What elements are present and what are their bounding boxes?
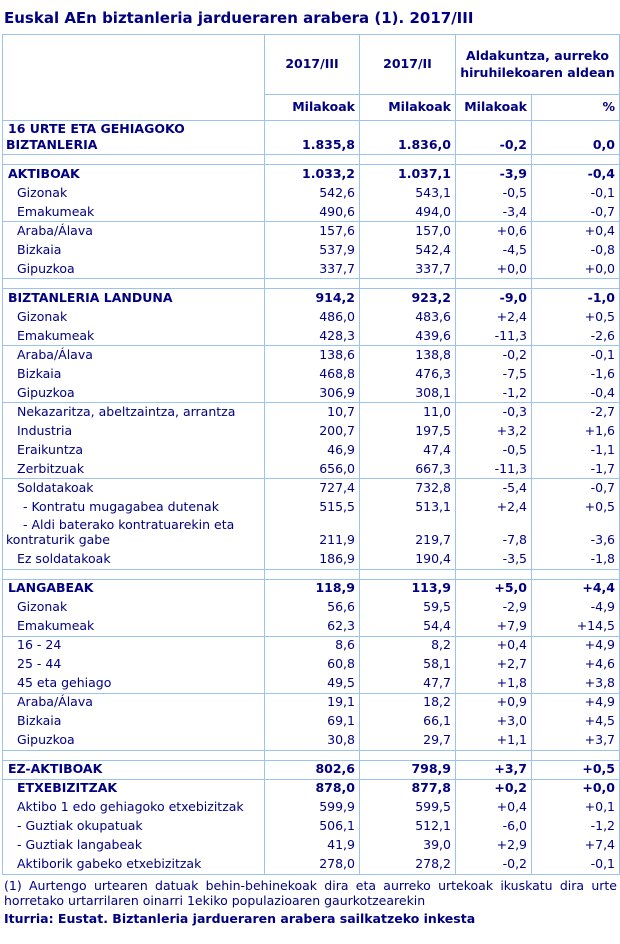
table-row xyxy=(3,693,620,712)
table-row xyxy=(3,760,620,779)
cell-value: +0,1 xyxy=(532,798,620,817)
spacer-row xyxy=(3,279,620,289)
row-label xyxy=(3,569,265,579)
cell-value: -0,2 xyxy=(456,346,532,365)
cell-value: -0,1 xyxy=(532,346,620,365)
column-header-change: Aldakuntza, aurreko hiruhilekoaren aldean xyxy=(456,35,620,95)
row-label xyxy=(3,155,265,165)
cell-value: +0,0 xyxy=(532,779,620,798)
cell-value xyxy=(456,279,532,289)
cell-value: 537,9 xyxy=(265,241,360,260)
row-label: Emakumeak xyxy=(3,327,265,346)
cell-value: -0,4 xyxy=(532,165,620,184)
cell-value: 49,5 xyxy=(265,674,360,693)
cell-value: +4,4 xyxy=(532,579,620,598)
cell-value: 878,0 xyxy=(265,779,360,798)
table-row xyxy=(3,598,620,617)
cell-value: 337,7 xyxy=(265,260,360,279)
table-row xyxy=(3,241,620,260)
cell-value: +1,6 xyxy=(532,422,620,441)
cell-value: 494,0 xyxy=(360,203,456,222)
table-row xyxy=(3,855,620,874)
cell-value xyxy=(456,569,532,579)
cell-value: +0,4 xyxy=(456,798,532,817)
cell-value: +1,8 xyxy=(456,674,532,693)
cell-value: -3,5 xyxy=(456,550,532,569)
cell-value: 656,0 xyxy=(265,460,360,479)
row-label: Aktibo 1 edo gehiagoko etxebizitzak xyxy=(3,798,265,817)
table-row xyxy=(3,579,620,598)
cell-value: +4,9 xyxy=(532,636,620,655)
cell-value: -5,4 xyxy=(456,479,532,498)
table-row xyxy=(3,517,620,550)
row-label: Emakumeak xyxy=(3,617,265,636)
row-label: - Kontratu mugagabea dutenak xyxy=(3,498,265,517)
cell-value: 0,0 xyxy=(532,121,620,155)
cell-value: -2,7 xyxy=(532,403,620,422)
cell-value: 138,6 xyxy=(265,346,360,365)
row-label: Gizonak xyxy=(3,598,265,617)
cell-value: 337,7 xyxy=(360,260,456,279)
cell-value: -0,5 xyxy=(456,184,532,203)
spacer-row xyxy=(3,155,620,165)
cell-value: 542,4 xyxy=(360,241,456,260)
cell-value: 506,1 xyxy=(265,817,360,836)
cell-value: +1,1 xyxy=(456,731,532,750)
unit-header: Milakoak xyxy=(265,95,360,121)
cell-value: +0,6 xyxy=(456,222,532,241)
column-header-2017-3: 2017/III xyxy=(265,35,360,95)
cell-value: +2,4 xyxy=(456,308,532,327)
cell-value: -0,1 xyxy=(532,184,620,203)
table-row xyxy=(3,441,620,460)
cell-value: 8,6 xyxy=(265,636,360,655)
unit-header: % xyxy=(532,95,620,121)
row-label: 16 URTE ETA GEHIAGOKO BIZTANLERIA xyxy=(3,121,265,155)
row-label: - Guztiak langabeak xyxy=(3,836,265,855)
cell-value: 8,2 xyxy=(360,636,456,655)
cell-value: -0,8 xyxy=(532,241,620,260)
cell-value: +0,0 xyxy=(532,260,620,279)
cell-value: 157,0 xyxy=(360,222,456,241)
spacer-row xyxy=(3,569,620,579)
row-label: Bizkaia xyxy=(3,241,265,260)
cell-value: +2,4 xyxy=(456,498,532,517)
cell-value: -1,1 xyxy=(532,441,620,460)
row-label: Gipuzkoa xyxy=(3,731,265,750)
cell-value: 47,4 xyxy=(360,441,456,460)
cell-value: 62,3 xyxy=(265,617,360,636)
cell-value: 18,2 xyxy=(360,693,456,712)
cell-value: -1,0 xyxy=(532,289,620,308)
cell-value: -11,3 xyxy=(456,327,532,346)
cell-value xyxy=(265,279,360,289)
cell-value: 19,1 xyxy=(265,693,360,712)
cell-value: -11,3 xyxy=(456,460,532,479)
spacer-row xyxy=(3,750,620,760)
row-label: BIZTANLERIA LANDUNA xyxy=(3,289,265,308)
cell-value: 727,4 xyxy=(265,479,360,498)
table-row xyxy=(3,674,620,693)
table-body xyxy=(3,121,620,875)
cell-value: +4,9 xyxy=(532,693,620,712)
cell-value xyxy=(265,569,360,579)
cell-value: 513,1 xyxy=(360,498,456,517)
cell-value: -1,6 xyxy=(532,365,620,384)
cell-value: +3,7 xyxy=(456,760,532,779)
row-label: Araba/Álava xyxy=(3,222,265,241)
cell-value: +4,5 xyxy=(532,712,620,731)
cell-value xyxy=(456,750,532,760)
cell-value: +0,4 xyxy=(456,636,532,655)
cell-value xyxy=(360,279,456,289)
footnote: (1) Aurtengo urtearen datuak behin-behinekoak dira eta aurreko urtekoak ikuskatu dira urte horretako urtarrilaren oinarri 1ekiko populazioaren gaurkotzearekin xyxy=(4,877,617,908)
cell-value: 278,2 xyxy=(360,855,456,874)
cell-value: -4,5 xyxy=(456,241,532,260)
cell-value: -1,2 xyxy=(456,384,532,403)
row-label: Eraikuntza xyxy=(3,441,265,460)
cell-value: +0,0 xyxy=(456,260,532,279)
row-label: - Guztiak okupatuak xyxy=(3,817,265,836)
table-row xyxy=(3,550,620,569)
table-row xyxy=(3,346,620,365)
activity-table xyxy=(2,34,620,875)
cell-value xyxy=(360,569,456,579)
row-label: Ez soldatakoak xyxy=(3,550,265,569)
cell-value: +3,0 xyxy=(456,712,532,731)
cell-value: 599,5 xyxy=(360,798,456,817)
cell-value: -4,9 xyxy=(532,598,620,617)
cell-value: 278,0 xyxy=(265,855,360,874)
cell-value xyxy=(532,569,620,579)
table-row xyxy=(3,617,620,636)
table-row xyxy=(3,222,620,241)
row-label: EZ-AKTIBOAK xyxy=(3,760,265,779)
label-column-header xyxy=(3,35,265,121)
row-label: Nekazaritza, abeltzaintza, arrantza xyxy=(3,403,265,422)
cell-value: 113,9 xyxy=(360,579,456,598)
cell-value: 512,1 xyxy=(360,817,456,836)
page xyxy=(0,9,620,926)
cell-value: 428,3 xyxy=(265,327,360,346)
unit-header: Milakoak xyxy=(360,95,456,121)
cell-value: -1,8 xyxy=(532,550,620,569)
cell-value: 667,3 xyxy=(360,460,456,479)
unit-header: Milakoak xyxy=(456,95,532,121)
table-row xyxy=(3,184,620,203)
cell-value: 1.835,8 xyxy=(265,121,360,155)
cell-value: 439,6 xyxy=(360,327,456,346)
row-label: LANGABEAK xyxy=(3,579,265,598)
cell-value: +0,9 xyxy=(456,693,532,712)
cell-value: 58,1 xyxy=(360,655,456,674)
cell-value: 802,6 xyxy=(265,760,360,779)
row-label: Bizkaia xyxy=(3,712,265,731)
cell-value: 118,9 xyxy=(265,579,360,598)
row-label: Zerbitzuak xyxy=(3,460,265,479)
cell-value: 798,9 xyxy=(360,760,456,779)
cell-value: 468,8 xyxy=(265,365,360,384)
cell-value: 60,8 xyxy=(265,655,360,674)
cell-value: -0,7 xyxy=(532,479,620,498)
cell-value: 486,0 xyxy=(265,308,360,327)
cell-value: +3,2 xyxy=(456,422,532,441)
cell-value: 219,7 xyxy=(360,517,456,550)
cell-value: 1.033,2 xyxy=(265,165,360,184)
row-label: 25 - 44 xyxy=(3,655,265,674)
cell-value xyxy=(265,750,360,760)
cell-value: -0,1 xyxy=(532,855,620,874)
cell-value: -0,2 xyxy=(456,855,532,874)
cell-value xyxy=(532,750,620,760)
cell-value: +14,5 xyxy=(532,617,620,636)
cell-value: +3,8 xyxy=(532,674,620,693)
cell-value: +0,5 xyxy=(532,760,620,779)
cell-value: 1.836,0 xyxy=(360,121,456,155)
cell-value: -0,2 xyxy=(456,121,532,155)
cell-value: +0,2 xyxy=(456,779,532,798)
cell-value: +0,4 xyxy=(532,222,620,241)
cell-value: -3,9 xyxy=(456,165,532,184)
cell-value: 69,1 xyxy=(265,712,360,731)
cell-value: 190,4 xyxy=(360,550,456,569)
cell-value: 54,4 xyxy=(360,617,456,636)
row-label: - Aldi baterako kontratuarekin eta kontraturik gabe xyxy=(3,517,265,550)
cell-value: 599,9 xyxy=(265,798,360,817)
cell-value: 39,0 xyxy=(360,836,456,855)
row-label: 45 eta gehiago xyxy=(3,674,265,693)
cell-value: 308,1 xyxy=(360,384,456,403)
row-label: Bizkaia xyxy=(3,365,265,384)
cell-value: +3,7 xyxy=(532,731,620,750)
cell-value: 914,2 xyxy=(265,289,360,308)
row-label: Araba/Álava xyxy=(3,693,265,712)
cell-value: 923,2 xyxy=(360,289,456,308)
cell-value: 59,5 xyxy=(360,598,456,617)
table-row xyxy=(3,731,620,750)
row-label: Gipuzkoa xyxy=(3,384,265,403)
cell-value: -0,7 xyxy=(532,203,620,222)
table-row xyxy=(3,655,620,674)
row-label: Emakumeak xyxy=(3,203,265,222)
table-row xyxy=(3,779,620,798)
table-row xyxy=(3,384,620,403)
cell-value: +0,5 xyxy=(532,498,620,517)
cell-value: -2,9 xyxy=(456,598,532,617)
cell-value: -7,8 xyxy=(456,517,532,550)
table-row xyxy=(3,308,620,327)
cell-value: -2,6 xyxy=(532,327,620,346)
cell-value: 200,7 xyxy=(265,422,360,441)
table-row xyxy=(3,365,620,384)
cell-value xyxy=(456,155,532,165)
cell-value: +2,7 xyxy=(456,655,532,674)
cell-value: 197,5 xyxy=(360,422,456,441)
cell-value: 543,1 xyxy=(360,184,456,203)
cell-value: 542,6 xyxy=(265,184,360,203)
table-row xyxy=(3,165,620,184)
cell-value: 41,9 xyxy=(265,836,360,855)
row-label: Industria xyxy=(3,422,265,441)
cell-value: 211,9 xyxy=(265,517,360,550)
cell-value: 186,9 xyxy=(265,550,360,569)
table-row xyxy=(3,636,620,655)
table-row xyxy=(3,203,620,222)
table-row xyxy=(3,479,620,498)
cell-value: 1.037,1 xyxy=(360,165,456,184)
row-label: 16 - 24 xyxy=(3,636,265,655)
table-header xyxy=(3,35,620,121)
row-label: Gipuzkoa xyxy=(3,260,265,279)
table-row xyxy=(3,289,620,308)
cell-value: 10,7 xyxy=(265,403,360,422)
table-row xyxy=(3,836,620,855)
cell-value: 56,6 xyxy=(265,598,360,617)
cell-value xyxy=(532,279,620,289)
page-title: Euskal AEn biztanleria jardueraren arabera (1). 2017/III xyxy=(4,9,474,27)
cell-value: 157,6 xyxy=(265,222,360,241)
cell-value: 29,7 xyxy=(360,731,456,750)
cell-value: 47,7 xyxy=(360,674,456,693)
column-header-2017-2: 2017/II xyxy=(360,35,456,95)
cell-value: -0,3 xyxy=(456,403,532,422)
cell-value: 306,9 xyxy=(265,384,360,403)
cell-value: 490,6 xyxy=(265,203,360,222)
cell-value: -0,4 xyxy=(532,384,620,403)
row-label xyxy=(3,750,265,760)
cell-value: 483,6 xyxy=(360,308,456,327)
table-row xyxy=(3,712,620,731)
cell-value: +2,9 xyxy=(456,836,532,855)
cell-value: -6,0 xyxy=(456,817,532,836)
table-row xyxy=(3,121,620,155)
cell-value: +4,6 xyxy=(532,655,620,674)
cell-value xyxy=(265,155,360,165)
row-label: Araba/Álava xyxy=(3,346,265,365)
row-label: Gizonak xyxy=(3,308,265,327)
cell-value: 138,8 xyxy=(360,346,456,365)
cell-value: 476,3 xyxy=(360,365,456,384)
table-row xyxy=(3,327,620,346)
cell-value: -1,7 xyxy=(532,460,620,479)
row-label xyxy=(3,279,265,289)
cell-value: -0,5 xyxy=(456,441,532,460)
cell-value: -1,2 xyxy=(532,817,620,836)
cell-value: -3,4 xyxy=(456,203,532,222)
cell-value xyxy=(532,155,620,165)
cell-value: 515,5 xyxy=(265,498,360,517)
table-row xyxy=(3,817,620,836)
row-label: Aktiborik gabeko etxebizitzak xyxy=(3,855,265,874)
table-row xyxy=(3,798,620,817)
cell-value xyxy=(360,750,456,760)
cell-value: 11,0 xyxy=(360,403,456,422)
table-row xyxy=(3,403,620,422)
table-row xyxy=(3,260,620,279)
table-row xyxy=(3,498,620,517)
cell-value: 30,8 xyxy=(265,731,360,750)
row-label: Soldatakoak xyxy=(3,479,265,498)
cell-value: -3,6 xyxy=(532,517,620,550)
row-label: Gizonak xyxy=(3,184,265,203)
cell-value xyxy=(360,155,456,165)
cell-value: +0,5 xyxy=(532,308,620,327)
row-label: ETXEBIZITZAK xyxy=(3,779,265,798)
source-line: Iturria: Eustat. Biztanleria jardueraren arabera sailkatzeko inkesta xyxy=(4,911,476,926)
cell-value: 66,1 xyxy=(360,712,456,731)
table-row xyxy=(3,460,620,479)
cell-value: 46,9 xyxy=(265,441,360,460)
cell-value: +7,4 xyxy=(532,836,620,855)
cell-value: -9,0 xyxy=(456,289,532,308)
cell-value: +7,9 xyxy=(456,617,532,636)
cell-value: +5,0 xyxy=(456,579,532,598)
cell-value: 732,8 xyxy=(360,479,456,498)
cell-value: 877,8 xyxy=(360,779,456,798)
table-row xyxy=(3,422,620,441)
header-row-periods xyxy=(3,35,620,95)
row-label: AKTIBOAK xyxy=(3,165,265,184)
cell-value: -7,5 xyxy=(456,365,532,384)
